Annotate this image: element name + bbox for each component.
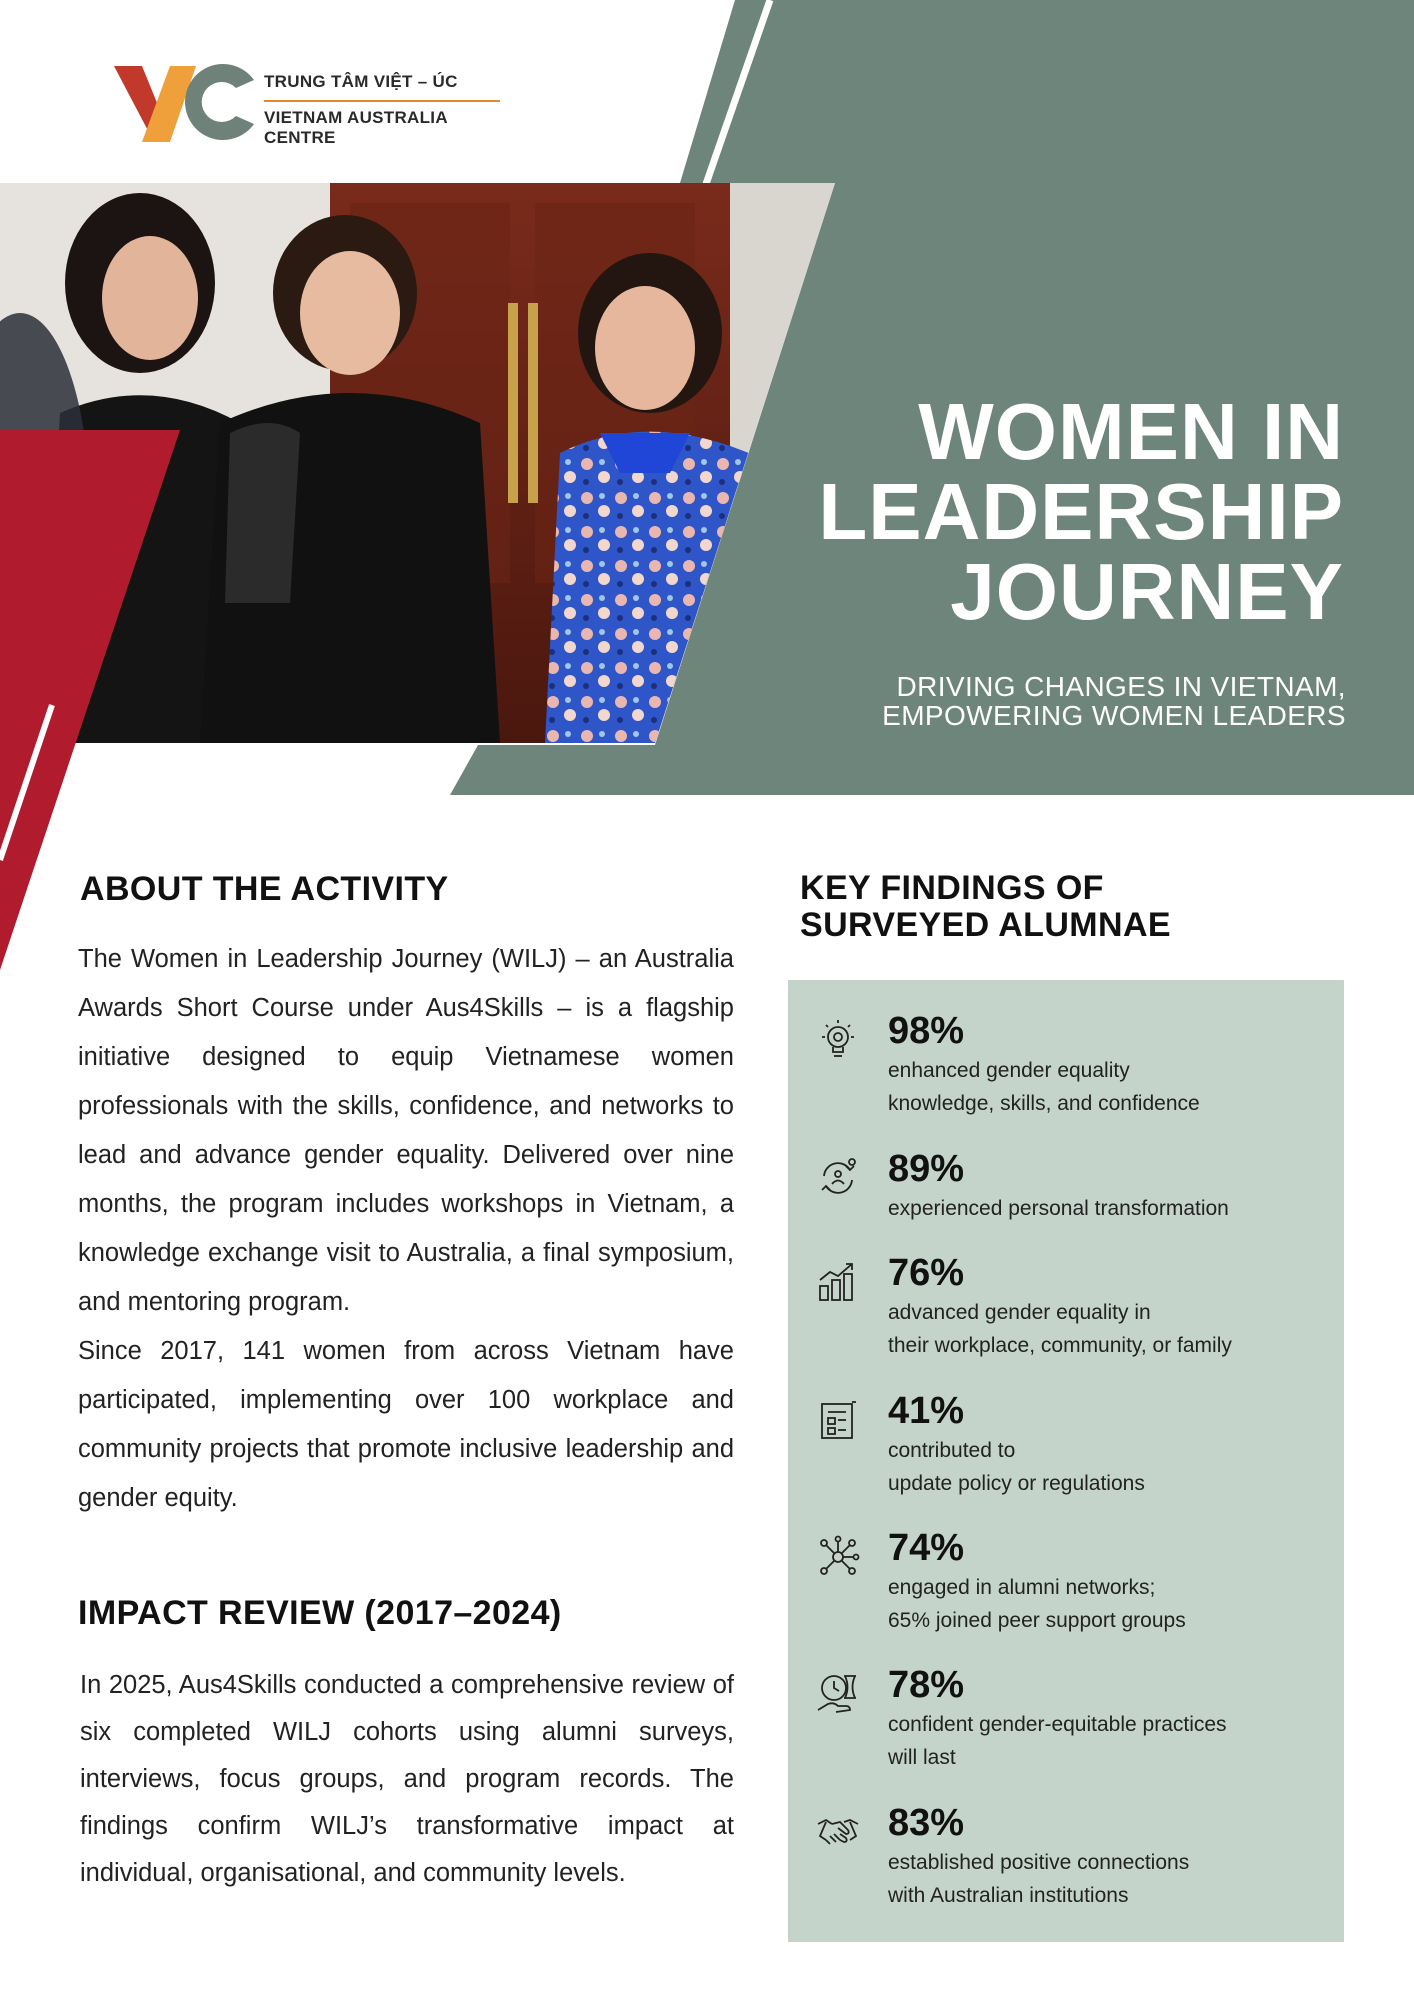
logo-divider xyxy=(264,100,500,102)
about-paragraph-1: The Women in Leadership Journey (WILJ) – an Australia Awards Short Course under Aus4Skills – is a flagship initiative designed to equip Vietnamese women professionals with the skills, confidence, and networks to lead and advance gender equality. Delivered over nine months, the program includes workshops in Vietnam, a knowledge exchange visit to Australia, a final symposium, and mentoring program. xyxy=(78,945,734,1316)
hourglass-hand-icon xyxy=(816,1672,860,1716)
impact-paragraph: In 2025, Aus4Skills conducted a comprehensive review of six completed WILJ cohorts using alumni surveys, interviews, focus groups, and program records. The findings confirm WILJ’s transformative impact at individual, organisational, and community levels. xyxy=(80,1671,734,1887)
handshake-icon xyxy=(816,1810,860,1854)
finding-percent: 83% xyxy=(888,1802,965,1844)
finding-description: advanced gender equality in their workplace, community, or family xyxy=(888,1301,1232,1357)
title-line-3: JOURNEY xyxy=(950,547,1344,636)
title-line-1: WOMEN IN xyxy=(918,387,1344,476)
about-text xyxy=(78,935,734,1523)
findings-heading-line-1: KEY FINDINGS OF xyxy=(800,869,1104,907)
finding-description: established positive connections with Australian institutions xyxy=(888,1851,1190,1907)
policy-document-icon xyxy=(816,1398,860,1442)
subtitle-line-1: DRIVING CHANGES IN VIETNAM, xyxy=(896,671,1346,702)
network-icon xyxy=(816,1535,860,1579)
page-subtitle xyxy=(706,672,1346,730)
logo-text-vietnamese: TRUNG TÂM VIỆT – ÚC xyxy=(264,72,458,91)
finding-percent: 41% xyxy=(888,1390,965,1432)
finding-description: contributed to update policy or regulations xyxy=(888,1439,1145,1495)
vac-logo-mark xyxy=(112,58,260,144)
finding-description: experienced personal transformation xyxy=(888,1197,1229,1220)
about-paragraph-2: Since 2017, 141 women from across Vietnam have participated, implementing over 100 workplace and community projects that promote inclusive leadership and gender equity. xyxy=(78,1337,734,1512)
finding-percent: 78% xyxy=(888,1664,965,1706)
bar-growth-icon xyxy=(816,1260,860,1304)
findings-heading xyxy=(800,870,1320,944)
about-heading: ABOUT THE ACTIVITY xyxy=(80,870,449,908)
logo-text-english: VIETNAM AUSTRALIA CENTRE xyxy=(264,108,448,147)
findings-heading-line-2: SURVEYED ALUMNAE xyxy=(800,906,1172,944)
finding-percent: 74% xyxy=(888,1527,965,1569)
findings-panel xyxy=(788,980,1344,1942)
finding-description: engaged in alumni networks; 65% joined peer support groups xyxy=(888,1576,1186,1632)
title-line-2: LEADERSHIP xyxy=(818,467,1344,556)
page-title xyxy=(704,387,1344,636)
logo xyxy=(112,58,512,147)
finding-percent: 89% xyxy=(888,1148,965,1190)
finding-description: enhanced gender equality knowledge, skills, and confidence xyxy=(888,1059,1200,1115)
finding-percent: 76% xyxy=(888,1252,965,1294)
subtitle-line-2: EMPOWERING WOMEN LEADERS xyxy=(882,700,1346,731)
person-cycle-icon xyxy=(816,1156,860,1200)
impact-heading: IMPACT REVIEW (2017–2024) xyxy=(78,1594,562,1632)
finding-percent: 98% xyxy=(888,1010,965,1052)
lightbulb-gear-icon xyxy=(816,1018,860,1062)
finding-description: confident gender-equitable practices will last xyxy=(888,1713,1227,1769)
